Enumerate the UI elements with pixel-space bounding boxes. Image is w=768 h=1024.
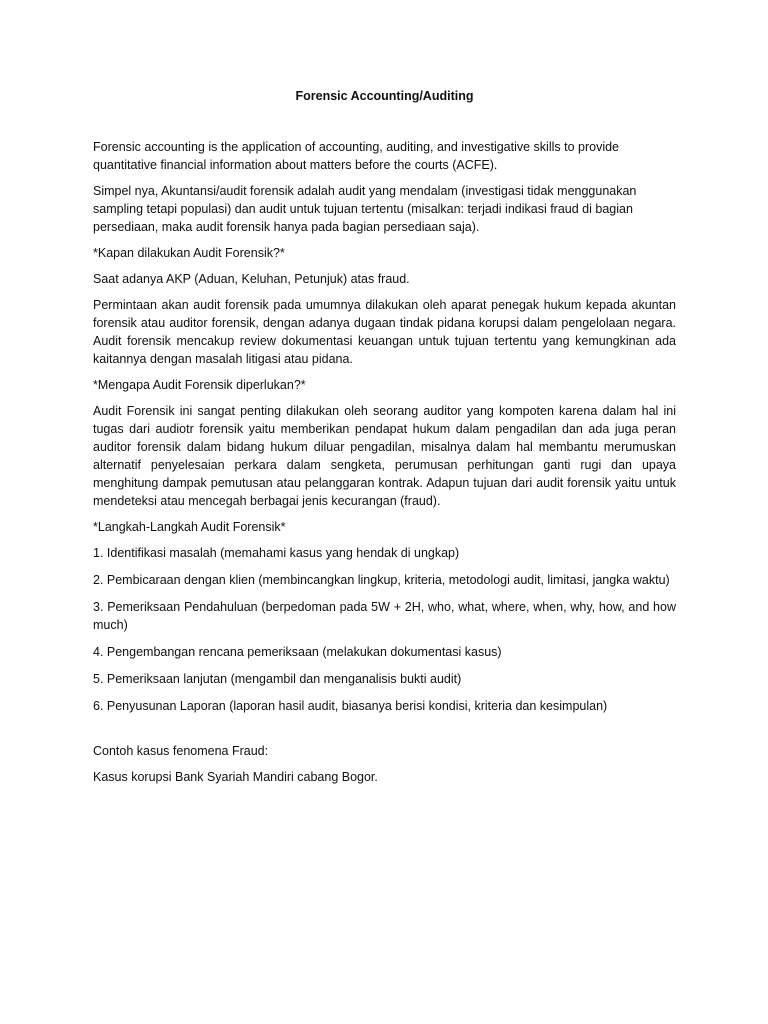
step-item-3: 3. Pemeriksaan Pendahuluan (berpedoman pada 5W + 2H, who, what, where, when, why, how, and how much) [93,600,676,632]
document-title: Forensic Accounting/Auditing [295,89,474,103]
paragraph-permintaan: Permintaan akan audit forensik pada umumnya dilakukan oleh aparat penegak hukum kepada akuntan forensik atau auditor forensik, dengan adanya dugaan tindak pidana korupsi dalam pengelolaan negara. Audit forensik mencakup review dokumentasi keuangan untuk tujuan tertentu yang kemungkinan ada kaitannya dengan masalah litigasi atau pidana. [93,298,676,366]
paragraph-simpel: Simpel nya, Akuntansi/audit forensik adalah audit yang mendalam (investigasi tidak menggunakan sampling tetapi populasi) dan audit untuk tujuan tertentu (misalkan: terjadi indikasi fraud di bagian persediaan, maka audit forensik hanya pada bagian persediaan saja). [93,184,637,234]
heading-contoh: Contoh kasus fenomena Fraud: [93,744,269,758]
paragraph-mengapa-answer: Audit Forensik ini sangat penting dilakukan oleh seorang auditor yang kompoten karena dalam hal ini tugas dari audiotr forensik yaitu memberikan pendapat hukum dalam pengadilan dan ada juga peran auditor forensik dalam bidang hukum diluar pengadilan, misalnya dalam hal membantu merumuskan alternatif penyelesaian perkara dalam sengketa, perumusan perhitungan ganti rugi dan upaya menghitung dampak pemutusan atau pelanggaran kontrak. Adapun tujuan dari audit forensik yaitu untuk mendeteksi atau mencegah berbagai jenis kecurangan (fraud). [93,404,676,508]
document-body [93,87,676,794]
step-item-5: 5. Pemeriksaan lanjutan (mengambil dan menganalisis bukti audit) [93,672,462,686]
heading-kapan: *Kapan dilakukan Audit Forensik?* [93,246,285,260]
step-item-1: 1. Identifikasi masalah (memahami kasus yang hendak di ungkap) [93,546,460,560]
paragraph-intro: Forensic accounting is the application of accounting, auditing, and investigative skills to provide quantitative financial information about matters before the courts (ACFE). [93,140,620,172]
step-item-6: 6. Penyusunan Laporan (laporan hasil audit, biasanya berisi kondisi, kriteria dan kesimpulan) [93,699,608,713]
heading-langkah: *Langkah-Langkah Audit Forensik* [93,520,286,534]
heading-mengapa: *Mengapa Audit Forensik diperlukan?* [93,378,306,392]
paragraph-contoh-case: Kasus korupsi Bank Syariah Mandiri cabang Bogor. [93,770,378,784]
paragraph-kapan-answer: Saat adanya AKP (Aduan, Keluhan, Petunjuk) atas fraud. [93,272,410,286]
step-item-4: 4. Pengembangan rencana pemeriksaan (melakukan dokumentasi kasus) [93,645,502,659]
spacer [93,724,676,742]
step-item-2: 2. Pembicaraan dengan klien (membincangkan lingkup, kriteria, metodologi audit, limitasi, jangka waktu) [93,573,670,587]
